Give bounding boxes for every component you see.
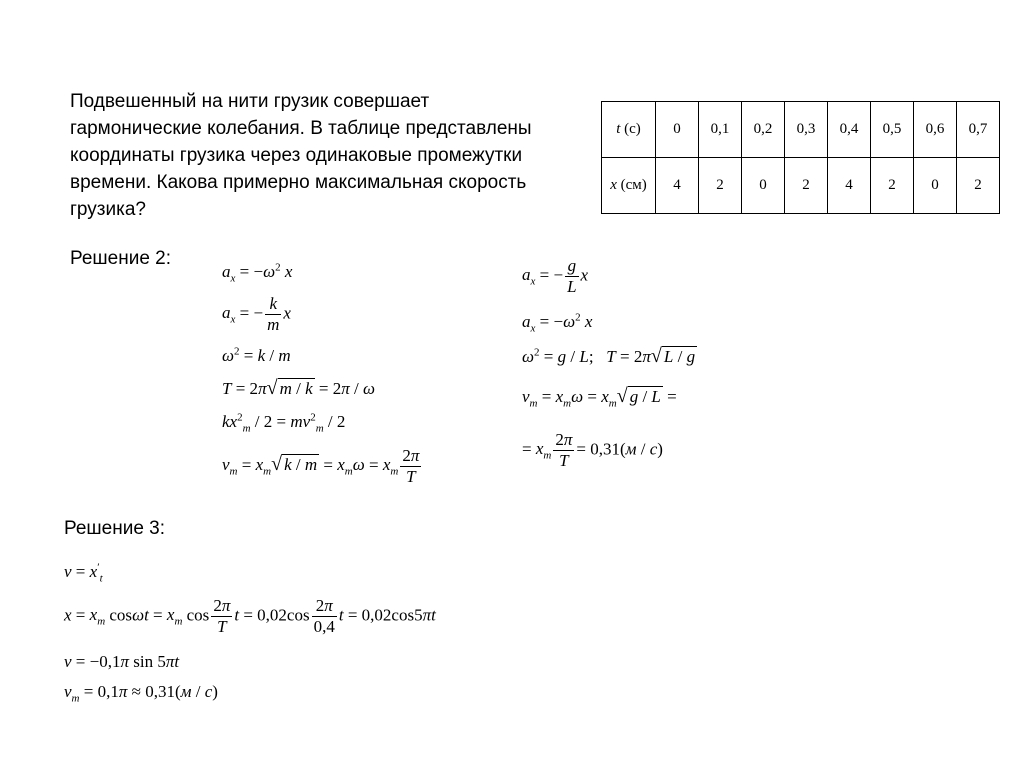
formula-max-velocity-spring: $v_m = x_m√$ $k / m = x_m\omega = x_m$ $\frac{2\pi}{T}$ [222,446,420,486]
formula-omega-squared: $\omega^2 = k / m$ [222,345,291,365]
table-cell: 2 [871,158,914,214]
table-cell: 4 [828,158,871,214]
solution-2-heading: Решение 2: [70,248,172,269]
formula-spring-accel-omega: $a_x = -\omega^2$ x [222,261,293,285]
problem-line: гармонические колебания. В таблице представлены [70,118,532,139]
table-cell: 0,7 [957,102,1000,158]
data-table [601,101,1000,214]
formula-energy-balance: $kx^2_m / 2 = mv^2_m / 2$ [222,411,346,435]
table-cell: 0,1 [699,102,742,158]
table-header-time: t (с) [602,102,656,158]
problem-line: координаты грузика через одинаковые промежутки [70,145,523,166]
formula-pendulum-accel-omega: $a_x = -\omega^2$ x [522,311,593,335]
table-cell: 0,6 [914,102,957,158]
table-cell: 0,5 [871,102,914,158]
problem-line: Подвешенный на нити грузик совершает [70,91,430,112]
table-cell: 0,2 [742,102,785,158]
table-header-coordinate: x (см) [602,158,656,214]
solution-3-heading: Решение 3: [64,518,166,539]
table-cell: 0 [656,102,699,158]
problem-line: грузика? [70,199,146,220]
formula-max-velocity-result: $v_m = 0,1\pi \approx 0,31(м / с)$ [64,682,218,705]
formula-pendulum-result: = $x_m$ $\frac{2\pi}{T}$ = 0,31(м / с) [522,430,663,470]
table-cell: 0,3 [785,102,828,158]
formula-velocity-derivative: $v = x'_t$ [64,561,103,585]
formula-period-spring: T = 2π√ m / k = 2π / ω [222,377,376,399]
table-cell: 2 [957,158,1000,214]
formula-pendulum-max-velocity: $v_m = x_m\omega = x_m√$ g / L = [522,385,677,410]
table-cell: 4 [656,158,699,214]
table-cell: 0 [742,158,785,214]
formula-coordinate-law: $x = x_m$ $\cos\omega t = x_m$ cos $\frac{2\pi}{T}$ t = 0,02cos $\frac{2\pi}{0,4}$ t = 0,02cos5πt [64,596,436,636]
table-row-coordinate [602,158,1000,214]
formula-pendulum-accel-gl: $a_x$ = − $\frac{g}{L}$ x [522,256,589,296]
table-cell: 2 [699,158,742,214]
formula-pendulum-period: $\omega^2 = g / L$; T = 2π√ L / g [522,345,696,367]
formula-spring-accel-km: $a_x$ = − $\frac{k}{m}$ x [222,294,291,334]
table-cell: 0 [914,158,957,214]
table-cell: 0,4 [828,102,871,158]
table-cell: 2 [785,158,828,214]
problem-text [70,88,590,223]
table-row-time [602,102,1000,158]
formula-velocity-law: v = −0,1π sin 5πt [64,652,180,671]
problem-line: времени. Какова примерно максимальная скорость [70,172,527,193]
